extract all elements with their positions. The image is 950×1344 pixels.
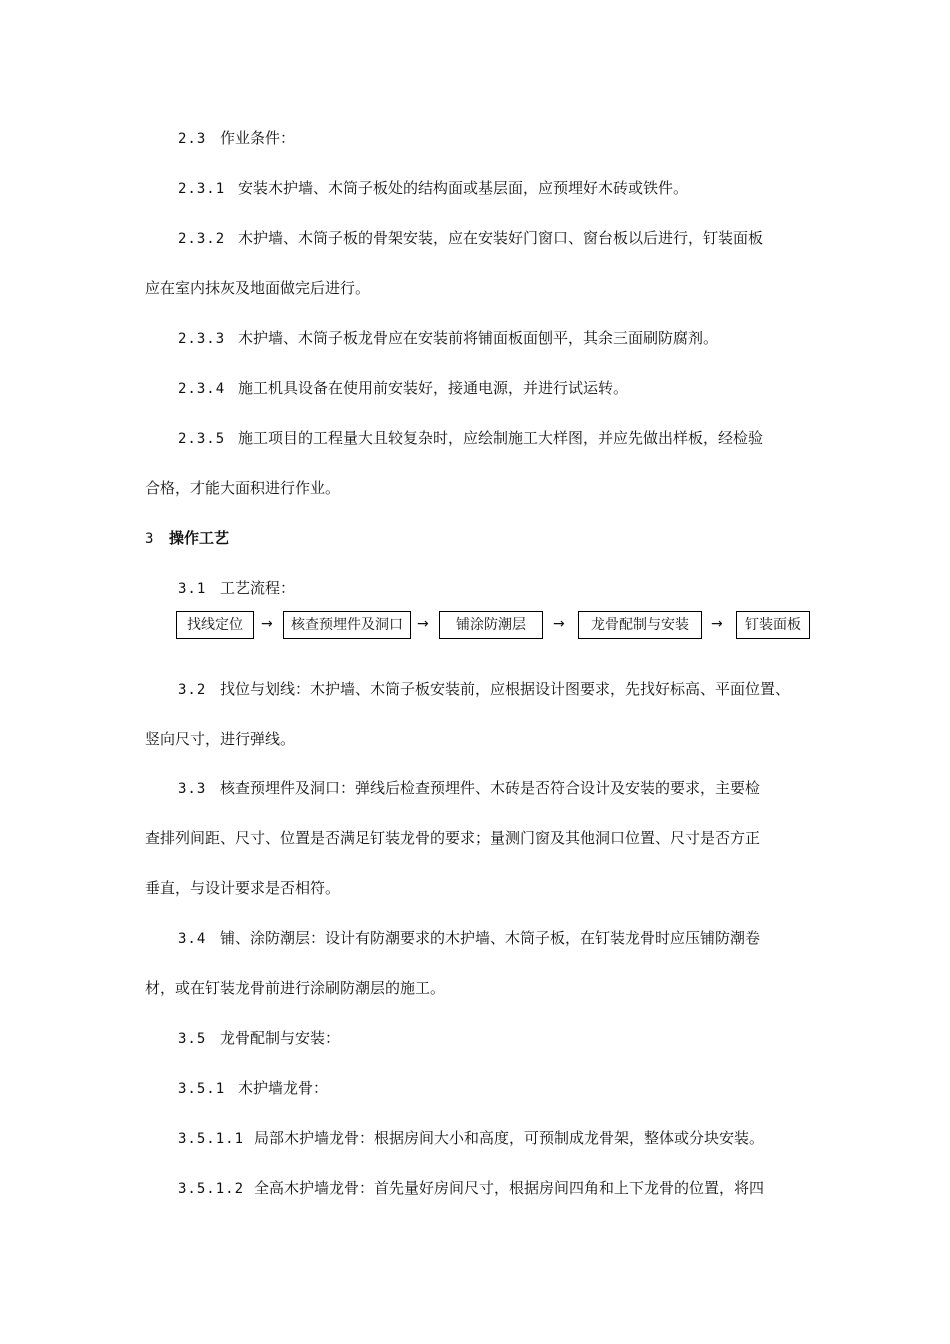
- para-text: 施工机具设备在使用前安装好，接通电源，并进行试运转。: [238, 379, 629, 397]
- para-number: 2.3.3: [178, 331, 226, 347]
- para-3-2: [178, 679, 790, 700]
- para-number: 3.5.1.2: [178, 1181, 245, 1197]
- para-text: 局部木护墙龙骨：根据房间大小和高度，可预制成龙骨架，整体或分块安装。: [254, 1129, 765, 1147]
- para-text: 龙骨配制与安装：: [220, 1029, 341, 1047]
- para-3-5-1: [178, 1078, 328, 1099]
- flow-arrow: →: [417, 616, 429, 632]
- para-text: 木护墙、木筒子板龙骨应在安装前将铺面板面刨平，其余三面刷防腐剂。: [238, 329, 719, 347]
- para-number: 2.3.5: [178, 431, 226, 447]
- para-text: 安装木护墙、木筒子板处的结构面或基层面，应预埋好木砖或铁件。: [238, 179, 689, 197]
- para-2-3-5-continued: 合格，才能大面积进行作业。: [145, 479, 341, 497]
- para-3-3-continued-2: 垂直，与设计要求是否相符。: [145, 879, 341, 897]
- para-text: 木护墙、木筒子板的骨架安装，应在安装好门窗口、窗台板以后进行，钉装面板: [238, 229, 764, 247]
- para-text: 作业条件：: [220, 129, 296, 147]
- flow-step-5: 钉装面板: [736, 611, 810, 639]
- section-number: 3: [145, 531, 155, 547]
- para-3-1: [178, 578, 295, 599]
- para-2-3-5: [178, 428, 763, 449]
- para-number: 2.3: [178, 131, 207, 147]
- para-3-4-continued: 材，或在钉装龙骨前进行涂刷防潮层的施工。: [145, 979, 446, 997]
- flow-arrow: →: [261, 616, 273, 632]
- process-flow: [176, 611, 816, 641]
- para-number: 2.3.1: [178, 181, 226, 197]
- para-number: 3.2: [178, 682, 207, 698]
- para-number: 3.5.1.1: [178, 1131, 245, 1147]
- para-text: 木护墙龙骨：: [238, 1079, 329, 1097]
- para-number: 2.3.4: [178, 381, 226, 397]
- para-text: 施工项目的工程量大且较复杂时，应绘制施工大样图，并应先做出样板，经检验: [238, 429, 764, 447]
- para-3-3-continued: 查排列间距、尺寸、位置是否满足钉装龙骨的要求；量测门窗及其他洞口位置、尺寸是否方正: [145, 829, 761, 847]
- para-2-3-4: [178, 378, 628, 399]
- para-text: 找位与划线：木护墙、木筒子板安装前，应根据设计图要求，先找好标高、平面位置、: [220, 680, 791, 698]
- para-text: 工艺流程：: [220, 579, 296, 597]
- para-2-3-3: [178, 328, 718, 349]
- para-2-3: [178, 128, 295, 149]
- para-number: 3.3: [178, 781, 207, 797]
- para-2-3-1: [178, 178, 688, 199]
- para-number: 3.1: [178, 581, 207, 597]
- section-heading-3: [145, 528, 229, 549]
- para-text: 核查预埋件及洞口：弹线后检查预埋件、木砖是否符合设计及安装的要求，主要检: [220, 779, 761, 797]
- flow-arrow: →: [553, 616, 565, 632]
- para-2-3-2-continued: 应在室内抹灰及地面做完后进行。: [145, 279, 371, 297]
- para-3-2-continued: 竖向尺寸，进行弹线。: [145, 730, 296, 748]
- para-number: 3.5.1: [178, 1081, 226, 1097]
- para-2-3-2: [178, 228, 763, 249]
- flow-step-1: 找线定位: [176, 611, 254, 639]
- para-number: 3.4: [178, 931, 207, 947]
- para-3-4: [178, 928, 760, 949]
- para-number: 3.5: [178, 1031, 207, 1047]
- flow-step-3: 铺涂防潮层: [439, 611, 543, 639]
- flow-arrow: →: [711, 616, 723, 632]
- para-text: 全高木护墙龙骨：首先量好房间尺寸，根据房间四角和上下龙骨的位置，将四: [254, 1179, 765, 1197]
- para-number: 2.3.2: [178, 231, 226, 247]
- flow-step-2: 核查预埋件及洞口: [283, 611, 411, 639]
- flow-step-4: 龙骨配制与安装: [578, 611, 702, 639]
- para-3-5: [178, 1028, 340, 1049]
- para-3-5-1-2: [178, 1178, 764, 1199]
- para-text: 铺、涂防潮层：设计有防潮要求的木护墙、木筒子板，在钉装龙骨时应压铺防潮卷: [220, 929, 761, 947]
- para-3-5-1-1: [178, 1128, 764, 1149]
- section-title: 操作工艺: [169, 529, 230, 547]
- para-3-3: [178, 778, 760, 799]
